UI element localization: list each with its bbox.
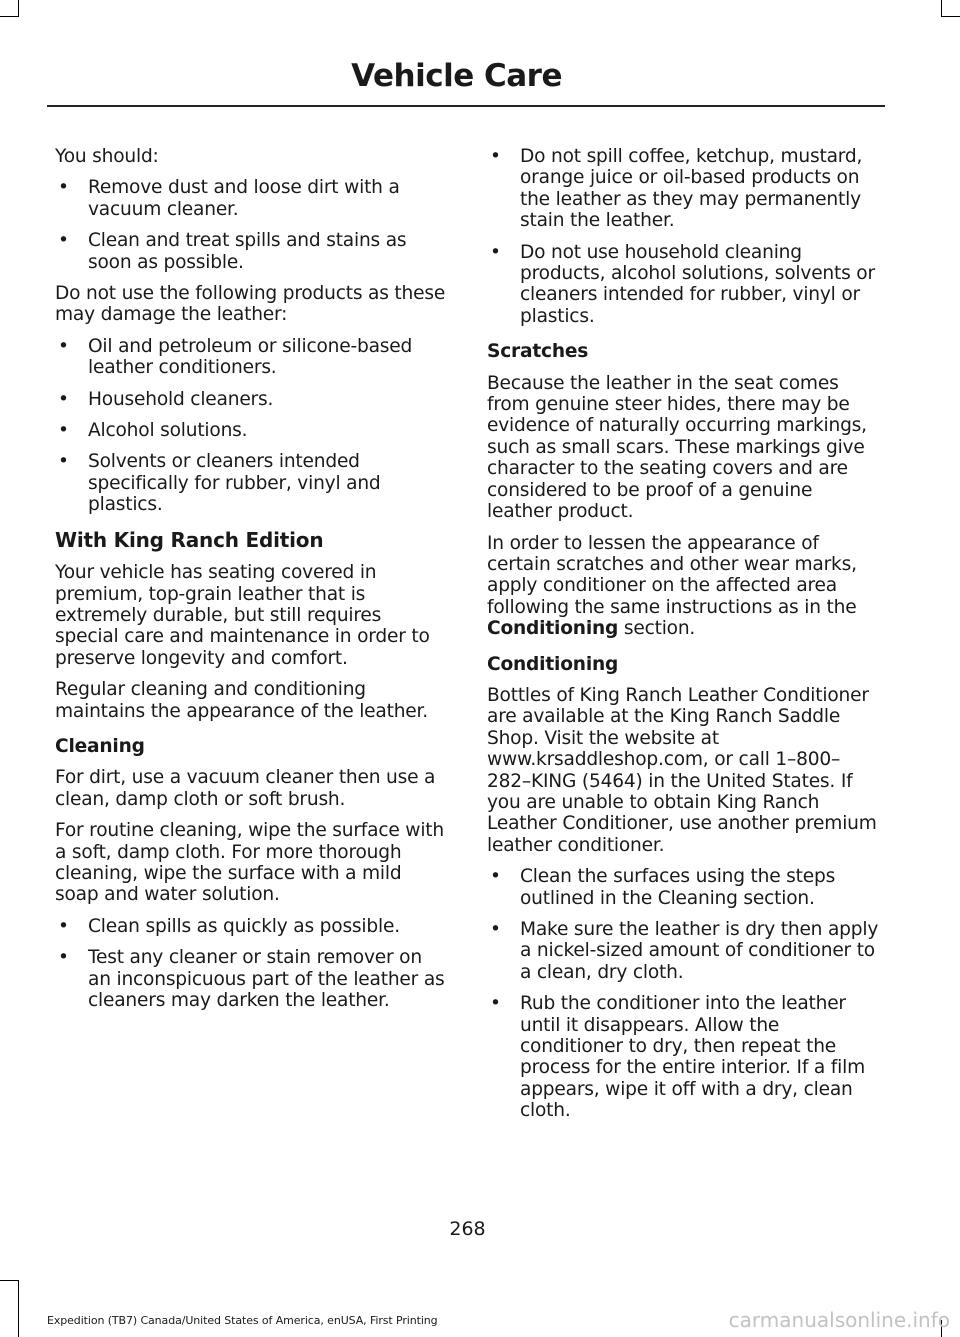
list-item: • Rub the conditioner into the leather until it disappears. Allow the conditioner to dry, then repeat the process for the entire interior. If a film appears, wipe it off with a dry, clean cloth. bbox=[490, 993, 865, 1122]
list-item: • Remove dust and loose dirt with a vacuum cleaner. bbox=[58, 177, 400, 220]
list-item: • Household cleaners. bbox=[58, 388, 274, 410]
paragraph: For routine cleaning, wipe the surface with a soft, damp cloth. For more thorough cleaning, wipe the surface with a mild soap and water solution. bbox=[55, 820, 444, 906]
crop-mark bbox=[0, 1280, 18, 1281]
section-heading-scratches: Scratches bbox=[487, 341, 589, 363]
section-heading-cleaning: Cleaning bbox=[55, 735, 145, 757]
conditioning-list bbox=[487, 866, 879, 1121]
list-item: • Solvents or cleaners intended specifically for rubber, vinyl and plastics. bbox=[58, 451, 381, 516]
paragraph: For dirt, use a vacuum cleaner then use a clean, damp cloth or soft brush. bbox=[55, 767, 436, 810]
section-heading-conditioning: Conditioning bbox=[487, 653, 619, 675]
warning-paragraph: Do not use the following products as these may damage the leather: bbox=[55, 283, 446, 326]
page-number: 268 bbox=[449, 1218, 486, 1240]
list-item: • Make sure the leather is dry then apply a nickel-sized amount of conditioner to a clean, dry cloth. bbox=[490, 919, 879, 983]
conditioning-reference: Conditioning bbox=[487, 618, 619, 640]
list-item: • Clean and treat spills and stains as soon as possible. bbox=[58, 230, 407, 273]
list-item: • Oil and petroleum or silicone-based leather conditioners. bbox=[58, 335, 413, 379]
paragraph: Bottles of King Ranch Leather Conditioner are available at the King Ranch Saddle Shop. Visit the website at www.krsaddleshop.com, or call 1–800–282–KING (5464) in the United States. If you are unable to obtain King Ranch Leather Conditioner, use another premium leather conditioner. bbox=[487, 684, 877, 856]
list-item: • Alcohol solutions. bbox=[58, 420, 248, 442]
page-title: Vehicle Care bbox=[351, 58, 562, 94]
footer-text: Expedition (TB7) Canada/United States of America, enUSA, First Printing bbox=[47, 1314, 438, 1327]
do-not-use-list bbox=[55, 336, 447, 516]
paragraph: Because the leather in the seat comes from genuine steer hides, there may be evidence of naturally occurring markings, such as small scars. These markings give character to the seating covers and are considered to be proof of a genuine leather product. bbox=[487, 372, 867, 523]
do-not-list bbox=[487, 146, 879, 327]
crop-mark bbox=[18, 0, 19, 17]
paragraph: Regular cleaning and conditioning maintains the appearance of the leather. bbox=[55, 679, 428, 722]
list-item: • Clean spills as quickly as possible. bbox=[58, 915, 400, 937]
list-item: • Test any cleaner or stain remover on an inconspicuous part of the leather as cleaners may darken the leather. bbox=[58, 947, 445, 1011]
header-rule bbox=[47, 105, 885, 107]
crop-mark bbox=[941, 16, 960, 17]
list-item: • Do not use household cleaning products, alcohol solutions, solvents or cleaners intended for rubber, vinyl or plastics. bbox=[490, 241, 875, 327]
list-item: • Clean the surfaces using the steps outlined in the Cleaning section. bbox=[490, 866, 836, 909]
list-item: • Do not spill coffee, ketchup, mustard, orange juice or oil-based products on the leather as they may permanently stain the leather. bbox=[490, 146, 863, 232]
cleaning-list bbox=[55, 916, 447, 1012]
crop-mark bbox=[18, 1280, 19, 1337]
right-column bbox=[487, 146, 879, 1132]
section-heading-king-ranch: With King Ranch Edition bbox=[55, 527, 324, 552]
left-column bbox=[55, 146, 447, 1021]
crop-mark bbox=[941, 0, 942, 17]
watermark: carmanualsonline.info bbox=[728, 1308, 950, 1332]
paragraph: Your vehicle has seating covered in premium, top-grain leather that is extremely durable, but still requires special care and maintenance in order to preserve longevity and comfort. bbox=[55, 562, 430, 669]
paragraph: In order to lessen the appearance of certain scratches and other wear marks, apply conditioner on the affected area following the same instructions as in the Conditioning section. bbox=[487, 532, 857, 640]
crop-mark bbox=[0, 16, 18, 17]
intro-text: You should: bbox=[55, 146, 159, 167]
should-list bbox=[55, 177, 447, 273]
